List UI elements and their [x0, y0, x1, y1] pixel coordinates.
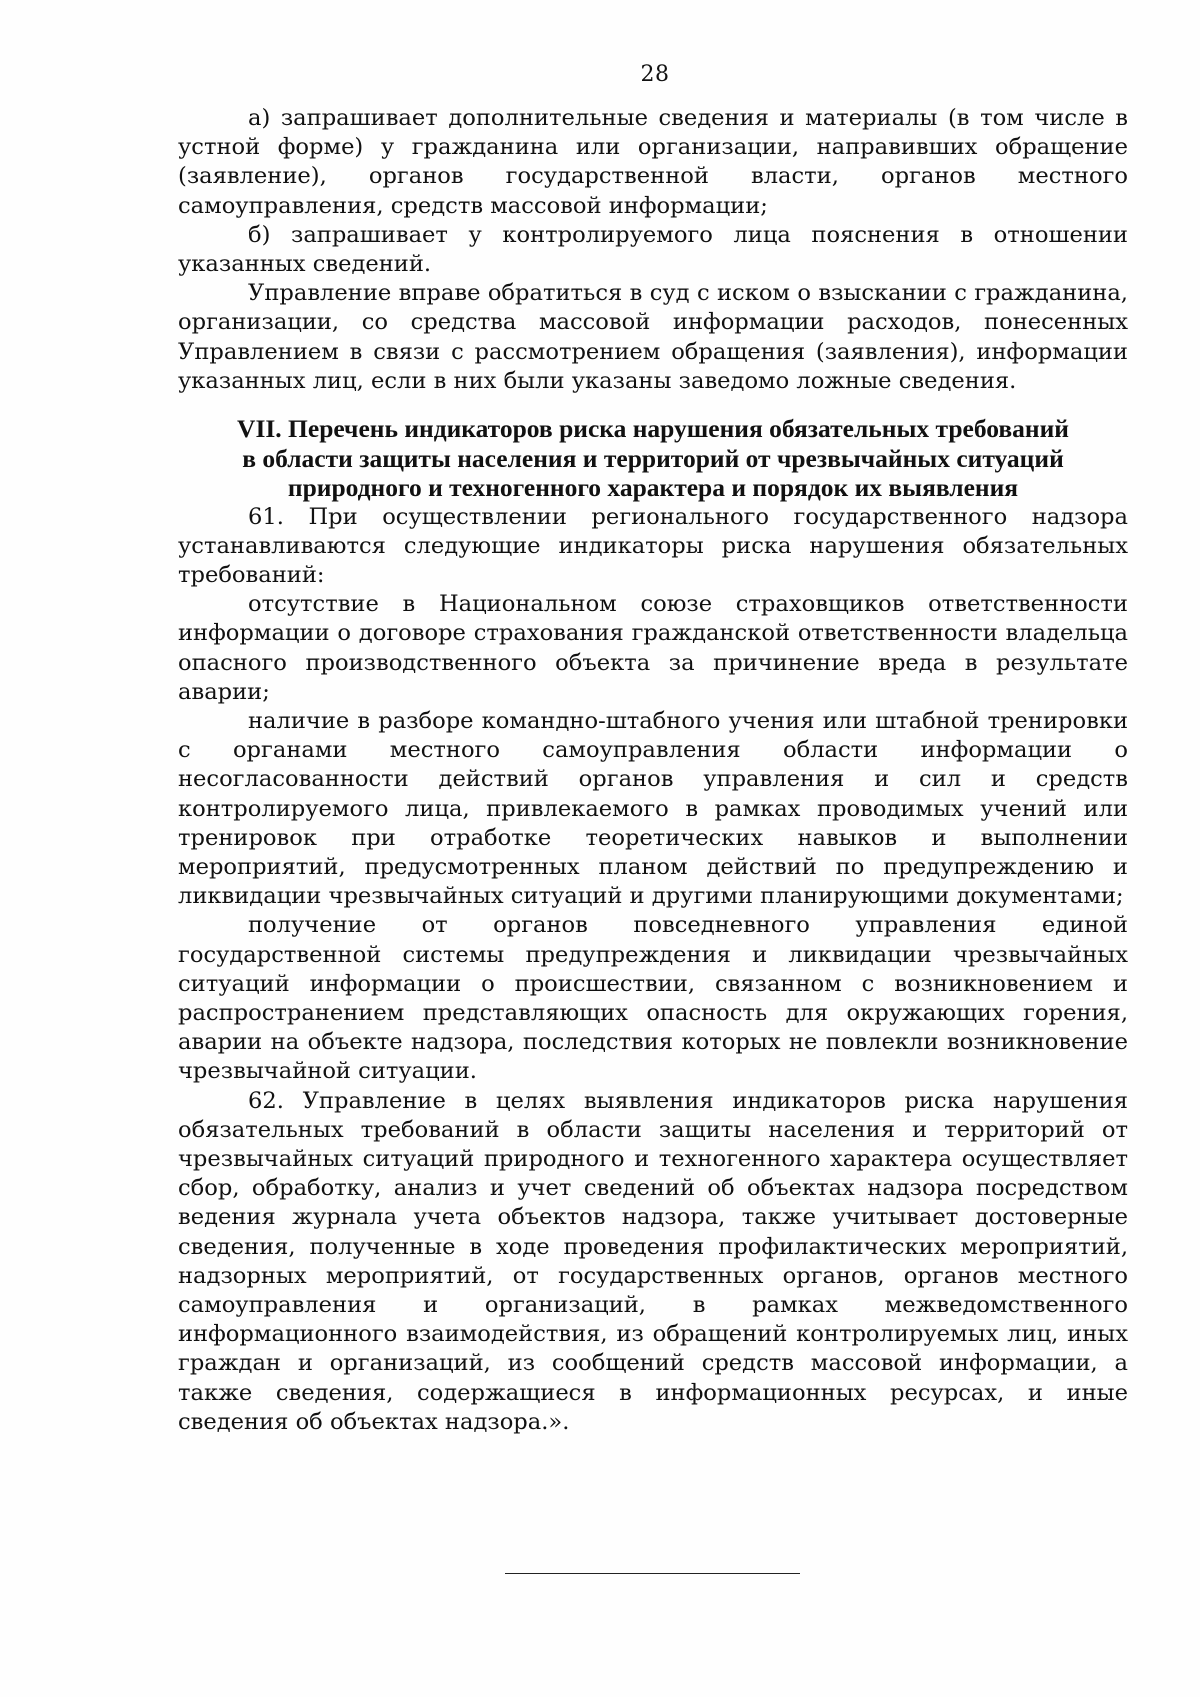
section-heading	[178, 414, 1128, 503]
paragraph-indicator-exercise: наличие в разборе командно-штабного учения или штабной тренировки с органами местного самоуправления области информации о несогласованности действий органов управления и сил и средств контролируемого лица, привлекаемого в рамках проводимых учений или тренировок при отработке теоретических навыков и выполнении мероприятий, предусмотренных планом действий по предупреждению и ликвидации чрезвычайных ситуаций и другими планирующими документами;	[178, 707, 1128, 910]
paragraph-court-claim: Управление вправе обратиться в суд с иском о взыскании с гражданина, организации, со средства массовой информации расходов, понесенных Управлением в связи с рассмотрением обращения (заявления), информации указанных лиц, если в них были указаны заведомо ложные сведения.	[178, 280, 1128, 394]
section-heading-line-1: VII. Перечень индикаторов риска нарушения обязательных требований	[237, 414, 1069, 444]
paragraph-item-b: б) запрашивает у контролируемого лица пояснения в отношении указанных сведений.	[178, 221, 1128, 278]
section-heading-line-2: в области защиты населения и территорий от чрезвычайных ситуаций	[242, 443, 1064, 473]
paragraph-item-a: а) запрашивает дополнительные сведения и материалы (в том числе в устной форме) у гражданина или организации, направивших обращение (заявление), органов государственной власти, органов местного самоуправления, средств массовой информации;	[178, 105, 1128, 219]
paragraph-62: 62. Управление в целях выявления индикаторов риска нарушения обязательных требований в области защиты населения и территорий от чрезвычайных ситуаций природного и техногенного характера осуществляет сбор, обработку, анализ и учет сведений об объектах надзора посредством ведения журнала учета объектов надзора, также учитывает достоверные сведения, полученные в ходе проведения профилактических мероприятий, надзорных мероприятий, от государственных органов, органов местного самоуправления и организаций, в рамках межведомственного информационного взаимодействия, из обращений контролируемых лиц, иных граждан и организаций, из сообщений средств массовой информации, а также сведения, содержащиеся в информационных ресурсах, и иные сведения об объектах надзора.».	[178, 1087, 1128, 1435]
document-body	[178, 104, 1128, 1437]
paragraph-indicator-incident: получение от органов повседневного управления единой государственной системы предупреждения и ликвидации чрезвычайных ситуаций информации о происшествии, связанном с возникновением и распространением представляющих опасность для окружающих горения, аварии на объекте надзора, последствия которых не повлекли возникновение чрезвычайной ситуации.	[178, 912, 1128, 1085]
page-number: 28	[640, 62, 670, 87]
section-heading-line-3: природного и техногенного характера и порядок их выявления	[287, 473, 1019, 503]
paragraph-61: 61. При осуществлении регионального государственного надзора устанавливаются следующие индикаторы риска нарушения обязательных требований:	[178, 503, 1128, 588]
end-of-document-rule	[505, 1573, 800, 1574]
paragraph-indicator-insurance: отсутствие в Национальном союзе страховщиков ответственности информации о договоре страхования гражданской ответственности владельца опасного производственного объекта за причинение вреда в результате аварии;	[178, 591, 1128, 705]
